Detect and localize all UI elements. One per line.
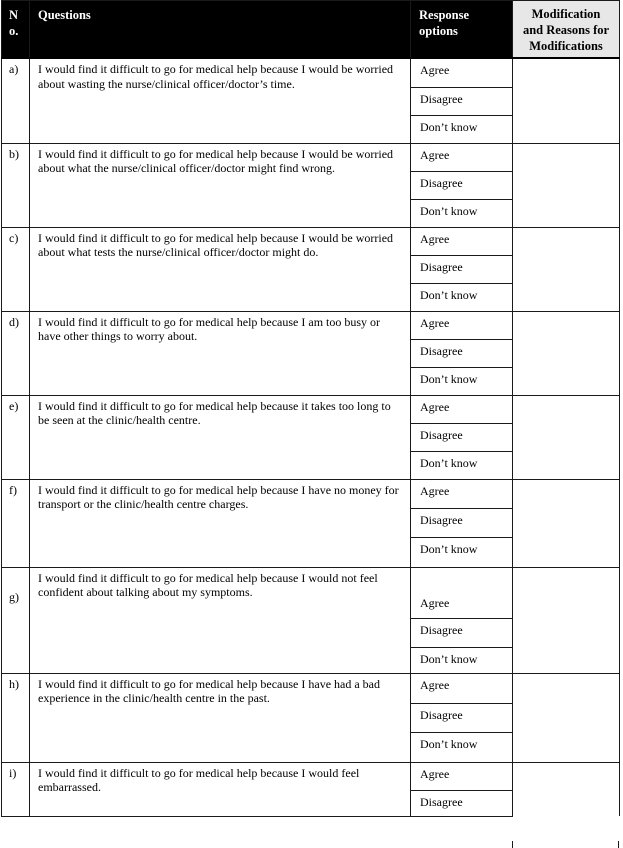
modification-cell: [513, 395, 620, 479]
question-text: I would find it difficult to go for medical help because I would be worried about what tests the nurse/clinical officer/doctor might do.: [30, 227, 411, 311]
response-option: Don’t know: [411, 199, 513, 227]
row-label: f): [2, 479, 30, 567]
row-label: g): [2, 567, 30, 673]
questionnaire-table: [1, 0, 620, 817]
response-option: Agree: [411, 567, 513, 618]
header-no: No.: [2, 1, 30, 59]
table-row: [2, 395, 620, 423]
response-option: Agree: [411, 311, 513, 339]
response-option: Agree: [411, 479, 513, 508]
response-option: Don’t know: [411, 537, 513, 567]
table-row: [2, 58, 620, 87]
table-body: [2, 58, 620, 816]
response-option: Disagree: [411, 703, 513, 732]
modification-cell: [513, 227, 620, 311]
table-row: [2, 673, 620, 703]
row-label: e): [2, 395, 30, 479]
response-option: Disagree: [411, 508, 513, 537]
row-label: h): [2, 673, 30, 762]
table-row: [2, 143, 620, 171]
response-option: Disagree: [411, 790, 513, 816]
question-text: I would find it difficult to go for medical help because I would feel embarrassed.: [30, 762, 411, 816]
question-text: I would find it difficult to go for medical help because I would be worried about what the nurse/clinical officer/doctor might find wrong.: [30, 143, 411, 227]
question-text: I would find it difficult to go for medical help because it takes too long to be seen at the clinic/health centre.: [30, 395, 411, 479]
response-option: Don’t know: [411, 647, 513, 673]
row-label: b): [2, 143, 30, 227]
table-row: [2, 227, 620, 255]
response-option: Agree: [411, 395, 513, 423]
response-option: Agree: [411, 227, 513, 255]
header-response-options: Response options: [411, 1, 513, 59]
table-row: [2, 311, 620, 339]
response-option: Don’t know: [411, 451, 513, 479]
table-row: [2, 762, 620, 790]
response-option: Disagree: [411, 618, 513, 647]
modification-cell: [513, 479, 620, 567]
response-option: Disagree: [411, 423, 513, 451]
modification-cell: [513, 673, 620, 762]
response-option: Agree: [411, 762, 513, 790]
response-option: Don’t know: [411, 732, 513, 762]
question-text: I would find it difficult to go for medical help because I am too busy or have other things to worry about.: [30, 311, 411, 395]
question-text: I would find it difficult to go for medical help because I have had a bad experience in the clinic/health centre in the past.: [30, 673, 411, 762]
header-questions: Questions: [30, 1, 411, 59]
response-option: Don’t know: [411, 115, 513, 143]
modification-cell: [513, 58, 620, 143]
modification-cell: [513, 762, 620, 816]
response-option: Disagree: [411, 87, 513, 115]
question-text: I would find it difficult to go for medical help because I have no money for transport or the clinic/health centre charges.: [30, 479, 411, 567]
column-border-segment: [512, 841, 513, 848]
question-text: I would find it difficult to go for medical help because I would not feel confident about talking about my symptoms.: [30, 567, 411, 673]
row-label: a): [2, 58, 30, 143]
response-option: Don’t know: [411, 283, 513, 311]
modification-cell: [513, 311, 620, 395]
response-option: Agree: [411, 673, 513, 703]
question-text: I would find it difficult to go for medical help because I would be worried about wasting the nurse/clinical officer/doctor’s time.: [30, 58, 411, 143]
row-label: i): [2, 762, 30, 816]
response-option: Agree: [411, 143, 513, 171]
row-label: d): [2, 311, 30, 395]
header-modification: Modification and Reasons for Modifications: [513, 1, 620, 59]
header-row: [2, 1, 620, 59]
table-row: [2, 567, 620, 618]
response-option: Don’t know: [411, 367, 513, 395]
table-row: [2, 479, 620, 508]
response-option: Disagree: [411, 339, 513, 367]
table-header: [2, 1, 620, 59]
table-right-border-segment: [618, 841, 619, 848]
modification-cell: [513, 567, 620, 673]
modification-cell: [513, 143, 620, 227]
row-label: c): [2, 227, 30, 311]
response-option: Agree: [411, 58, 513, 87]
response-option: Disagree: [411, 255, 513, 283]
response-option: Disagree: [411, 171, 513, 199]
